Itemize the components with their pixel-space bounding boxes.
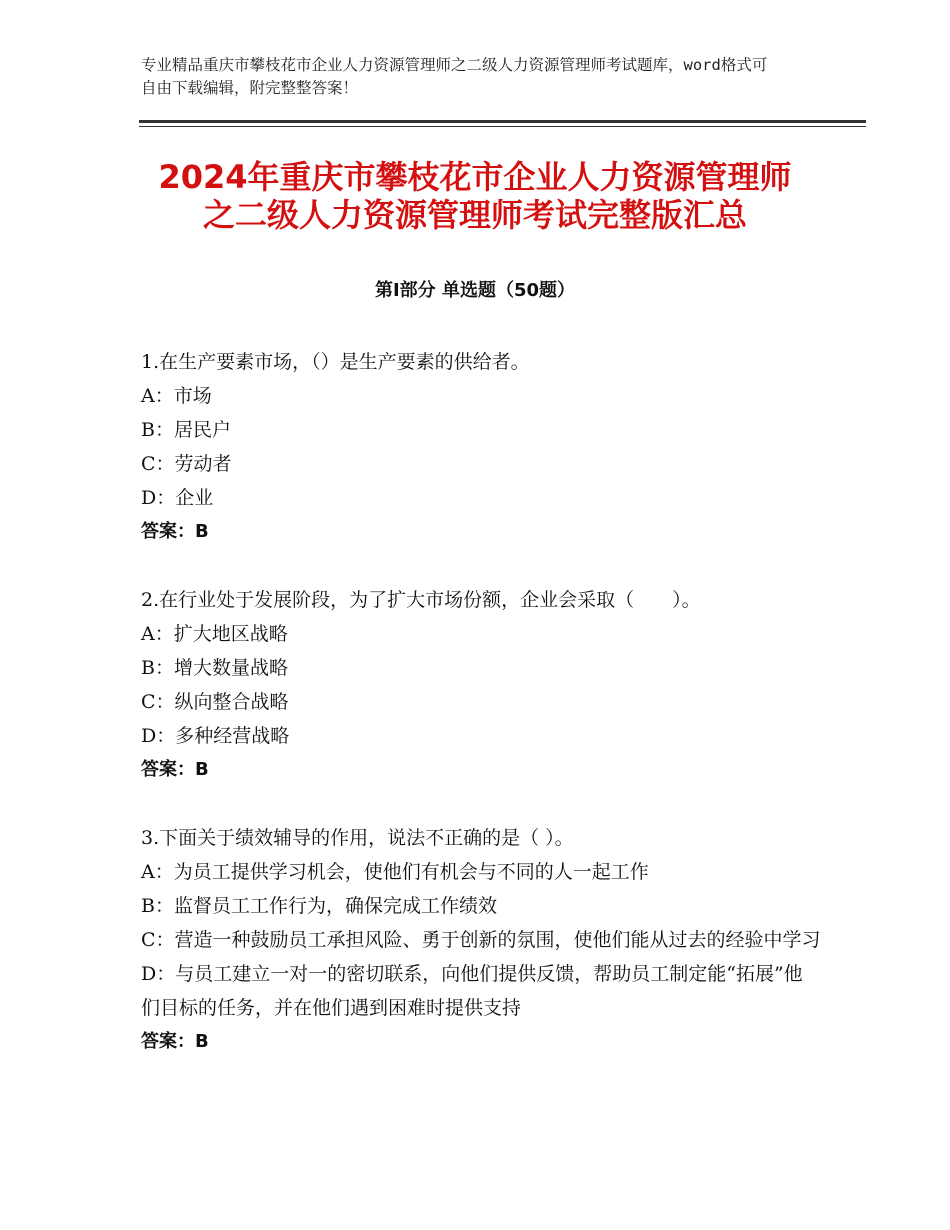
option-b: B：监督员工工作行为，确保完成工作绩效	[141, 895, 497, 917]
section-title: 第Ⅰ部分 单选题（50题）	[374, 280, 575, 301]
option-d: D：与员工建立一对一的密切联系，向他们提供反馈，帮助员工制定能“拓展”他们目标的任务，并在他们遇到困难时提供支持	[141, 963, 803, 1019]
document-title	[90, 158, 860, 234]
answer-label: 答案：B	[141, 521, 209, 542]
answer-label: 答案：B	[141, 1031, 209, 1052]
option-c: C：纵向整合战略	[141, 691, 289, 713]
option-d: D：企业	[141, 487, 214, 509]
answer-label: 答案：B	[141, 759, 209, 780]
option-b: B：居民户	[141, 419, 231, 441]
option-a: A：扩大地区战略	[141, 623, 288, 645]
option-a: A：为员工提供学习机会，使他们有机会与不同的人一起工作	[141, 861, 649, 883]
question-2	[141, 583, 821, 787]
question-list	[141, 345, 821, 1093]
question-stem: 3.下面关于绩效辅导的作用，说法不正确的是（ ）。	[141, 827, 574, 849]
question-stem: 2.在行业处于发展阶段，为了扩大市场份额，企业会采取（ ）。	[141, 589, 701, 611]
document-title-line-1: 2024年重庆市攀枝花市企业人力资源管理师	[158, 158, 792, 196]
option-c: C：营造一种鼓励员工承担风险、勇于创新的氛围，使他们能从过去的经验中学习	[141, 929, 821, 951]
document-title-line-2: 之二级人力资源管理师考试完整版汇总	[202, 196, 747, 234]
question-3	[141, 821, 821, 1059]
header-rule-thin	[139, 126, 866, 127]
option-b: B：增大数量战略	[141, 657, 288, 679]
question-stem: 1.在生产要素市场，（）是生产要素的供给者。	[141, 351, 530, 373]
header-rule-thick	[139, 120, 866, 123]
option-c: C：劳动者	[141, 453, 232, 475]
question-1	[141, 345, 821, 549]
option-d: D：多种经营战略	[141, 725, 290, 747]
header-note: 专业精品重庆市攀枝花市企业人力资源管理师之二级人力资源管理师考试题库，word格式可自由下载编辑，附完整整答案！	[141, 56, 768, 97]
option-a: A：市场	[141, 385, 212, 407]
